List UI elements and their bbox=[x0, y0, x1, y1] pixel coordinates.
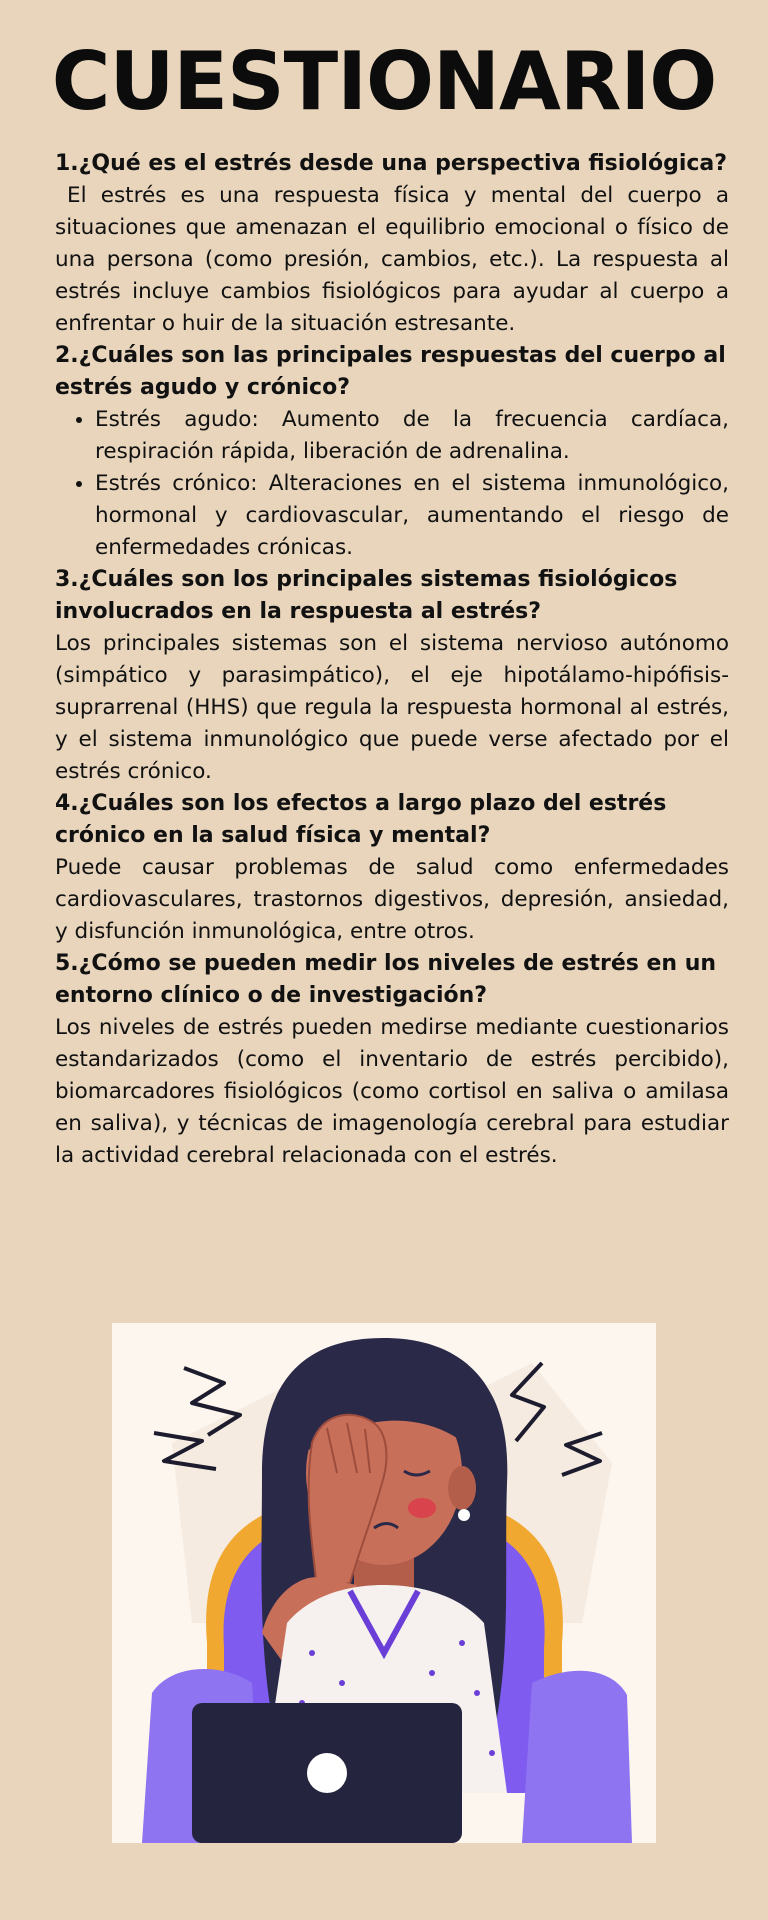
answer-2-list bbox=[55, 404, 729, 564]
list-item: • Estrés crónico: Alteraciones en el sistema inmunológico, hormonal y cardiovascular, aumentando el riesgo de enfermedades crónicas. bbox=[95, 468, 729, 564]
question-1: 1.¿Qué es el estrés desde una perspectiva fisiológica? bbox=[55, 151, 728, 176]
ear bbox=[448, 1466, 476, 1510]
answer-4: Puede causar problemas de salud como enfermedades cardiovasculares, trastornos digestivos, depresión, ansiedad, y disfunción inmunológica, entre otros. bbox=[55, 855, 729, 944]
question-5: 5.¿Cómo se pueden medir los niveles de estrés en un entorno clínico o de investigación? bbox=[55, 951, 717, 1008]
question-4: 4.¿Cuáles son los efectos a largo plazo del estrés crónico en la salud física y mental? bbox=[55, 791, 667, 848]
question-3: 3.¿Cuáles son los principales sistemas fisiológicos involucrados en la respuesta al estrés? bbox=[55, 567, 678, 624]
stressed-woman-image bbox=[112, 1323, 656, 1843]
page-title: CUESTIONARIO bbox=[51, 35, 717, 128]
earring bbox=[458, 1509, 470, 1521]
list-item: • Estrés agudo: Aumento de la frecuencia cardíaca, respiración rápida, liberación de adrenalina. bbox=[95, 404, 729, 468]
side-cushion-right bbox=[522, 1671, 632, 1843]
questionnaire bbox=[55, 148, 729, 1172]
answer-1: El estrés es una respuesta física y mental del cuerpo a situaciones que amenazan el equilibrio emocional o físico de una persona (como presión, cambios, etc.). La respuesta al estrés incluye cambios fisiológicos para ayudar al cuerpo a enfrentar o huir de la situación estresante. bbox=[55, 183, 729, 336]
answer-3: Los principales sistemas son el sistema nervioso autónomo (simpático y parasimpático), el eje hipotálamo-hipófisis-suprarrenal (HHS) que regula la respuesta hormonal al estrés, y el sistema inmunológico que puede verse afectado por el estrés crónico. bbox=[55, 631, 729, 784]
answer-5: Los niveles de estrés pueden medirse mediante cuestionarios estandarizados (como el inventario de estrés percibido), biomarcadores fisiológicos (como cortisol en saliva o amilasa en saliva), y técnicas de imagenología cerebral para estudiar la actividad cerebral relacionada con el estrés. bbox=[55, 1015, 729, 1168]
laptop-logo-icon bbox=[307, 1753, 347, 1793]
stressed-woman-illustration bbox=[112, 1323, 656, 1843]
question-2: 2.¿Cuáles son las principales respuestas del cuerpo al estrés agudo y crónico? bbox=[55, 343, 726, 400]
cheek bbox=[408, 1498, 436, 1518]
